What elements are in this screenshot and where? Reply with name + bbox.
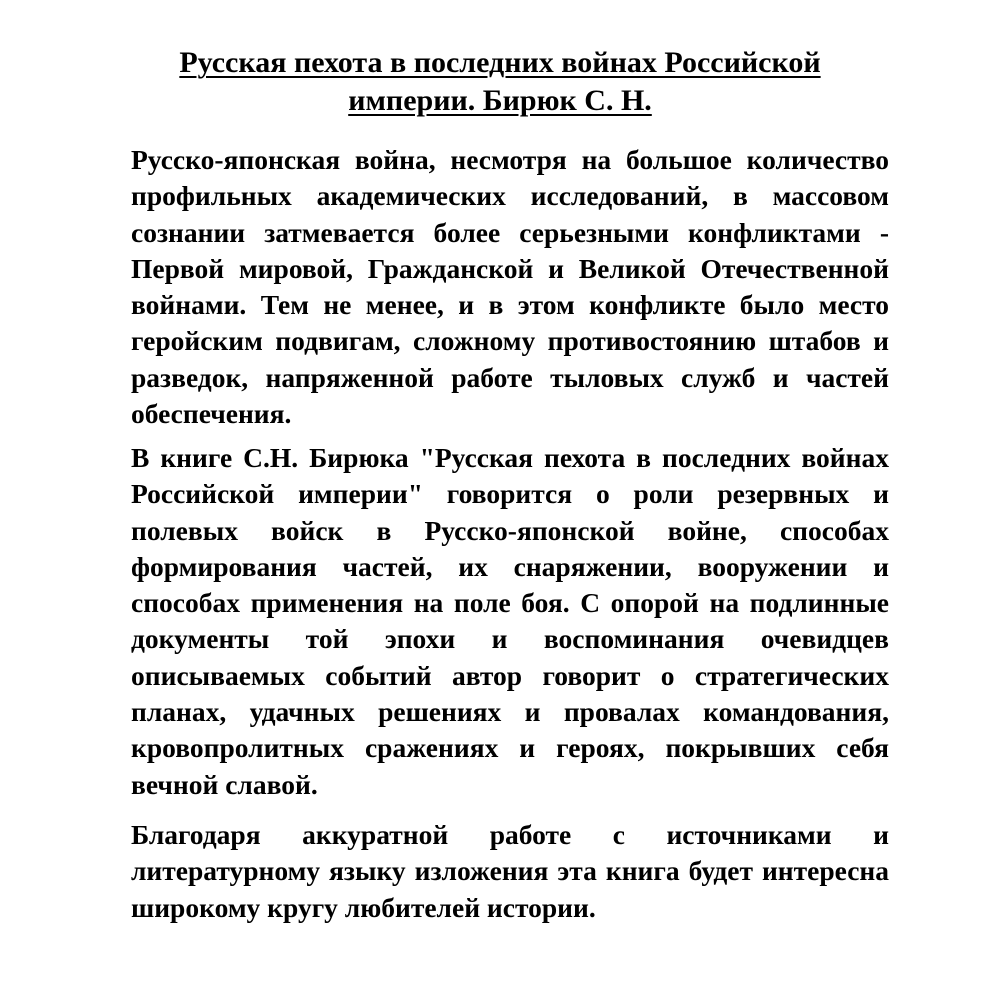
page-title: Русская пехота в последних войнах Российской империи. Бирюк С. Н. — [179, 46, 821, 117]
paragraph-intro: Русско-японская война, несмотря на большое количество профильных академических исследований, в массовом сознании затмевается более серьезными конфликтами - Первой мировой, Гражданской и Великой Отечественной войнами. Тем не менее, и в этом конфликте было место геройским подвигам, сложному противостоянию штабов и разведок, напряженной работе тыловых служб и частей обеспечения. — [131, 144, 889, 430]
paragraph-conclusion: Благодаря аккуратной работе с источниками и литературному языку изложения эта книга будет интересна широкому кругу любителей истории. — [131, 819, 889, 923]
paragraph-book-content: В книге С.Н. Бирюка "Русская пехота в последних войнах Российской империи" говорится о роли резервных и полевых войск в Русско-японской войне, способах формирования частей, их снаряжении, вооружении и способах применения на поле боя. С опорой на подлинные документы той эпохи и воспоминания очевидцев описываемых событий автор говорит о стратегических планах, удачных решениях и провалах командования, кровопролитных сражениях и героях, покрывших себя вечной славой. — [131, 442, 889, 800]
